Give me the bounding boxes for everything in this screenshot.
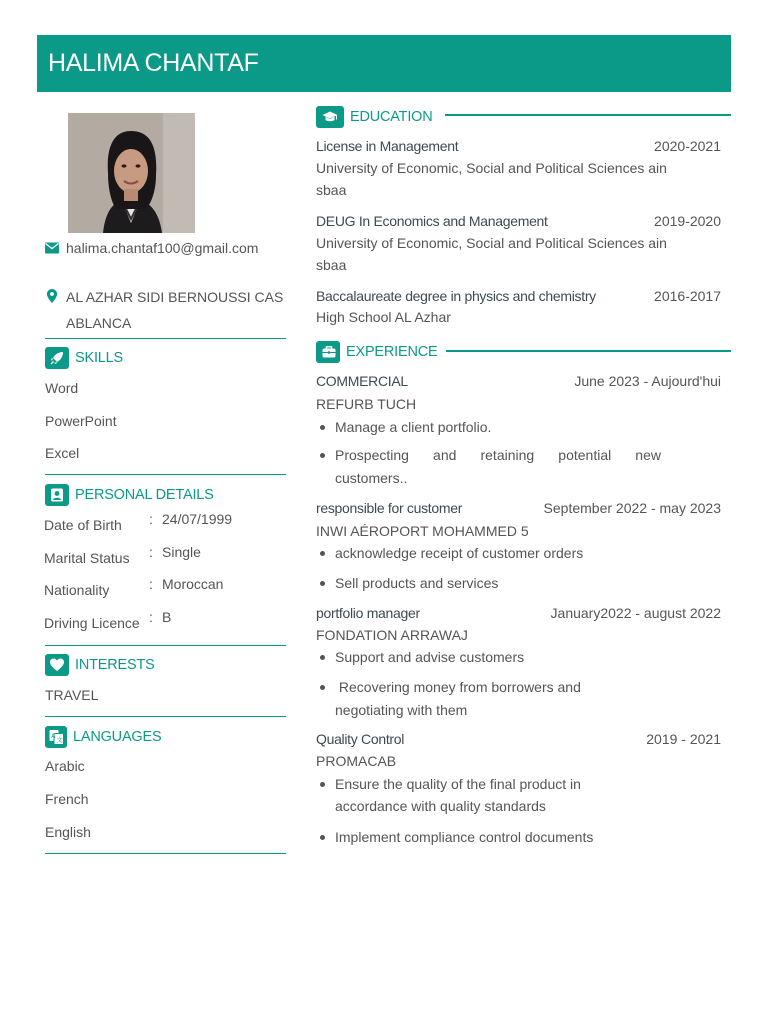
profile-photo bbox=[68, 113, 195, 233]
name-banner bbox=[37, 35, 731, 92]
skill-item: Word bbox=[45, 380, 79, 396]
skill-item: Excel bbox=[45, 445, 80, 461]
bullet-text: Support and advise customers bbox=[335, 649, 525, 665]
bullet-text bbox=[335, 444, 661, 467]
company-name: INWI AÉROPORT MOHAMMED 5 bbox=[316, 523, 529, 539]
school-line: High School AL Azhar bbox=[316, 309, 451, 325]
bullet-dot bbox=[320, 685, 325, 690]
graduation-cap-icon bbox=[316, 106, 344, 128]
detail-key: Marital Status bbox=[44, 550, 130, 566]
detail-sep: : bbox=[149, 576, 153, 592]
detail-sep: : bbox=[149, 511, 153, 527]
bullet-text: Implement compliance control documents bbox=[335, 829, 594, 845]
bullet-dot bbox=[320, 551, 325, 556]
bullet-dot bbox=[320, 581, 325, 586]
email-icon bbox=[45, 241, 59, 255]
job-role: portfolio manager bbox=[316, 605, 420, 621]
divider bbox=[45, 716, 286, 717]
divider bbox=[45, 645, 286, 646]
degree-title: DEUG In Economics and Management bbox=[316, 213, 548, 229]
degree-dates: 2019-2020 bbox=[654, 213, 721, 229]
detail-value: B bbox=[162, 609, 172, 625]
school-name bbox=[316, 157, 696, 201]
address-line-1: AL AZHAR SIDI BERNOUSSI CAS bbox=[66, 289, 284, 305]
detail-value: 24/07/1999 bbox=[162, 511, 233, 527]
svg-text:A: A bbox=[51, 733, 56, 740]
skills-title: SKILLS bbox=[75, 350, 123, 366]
bullet-dot bbox=[320, 835, 325, 840]
divider bbox=[45, 338, 286, 339]
detail-value: Moroccan bbox=[162, 576, 224, 592]
bullet-text: negotiating with them bbox=[335, 702, 468, 718]
languages-title: LANGUAGES bbox=[73, 729, 162, 745]
company-name: REFURB TUCH bbox=[316, 396, 417, 412]
education-title: EDUCATION bbox=[350, 109, 433, 125]
location-pin-icon bbox=[45, 289, 59, 303]
bullet-dot bbox=[320, 453, 325, 458]
candidate-name: HALIMA CHANTAF bbox=[48, 49, 259, 77]
degree-dates: 2016-2017 bbox=[654, 288, 721, 304]
bullet-dot bbox=[320, 782, 325, 787]
school-line: University of Economic, Social and Political Sciences ain bbox=[316, 160, 667, 176]
bullet-text: accordance with quality standards bbox=[335, 798, 546, 814]
experience-title: EXPERIENCE bbox=[346, 344, 438, 360]
bullet-text: Manage a client portfolio. bbox=[335, 419, 492, 435]
interests-title: INTERESTS bbox=[75, 657, 155, 673]
bullet-justified-text: Prospecting and retaining potential new bbox=[335, 447, 661, 463]
job-dates: January2022 - august 2022 bbox=[550, 605, 721, 621]
company-name: PROMACAB bbox=[316, 753, 397, 769]
education-rule bbox=[445, 114, 731, 116]
job-dates: 2019 - 2021 bbox=[646, 731, 721, 747]
detail-value: Single bbox=[162, 544, 201, 560]
detail-key: Date of Birth bbox=[44, 517, 122, 533]
language-item: French bbox=[45, 791, 89, 807]
school-line: University of Economic, Social and Political Sciences ain bbox=[316, 235, 667, 251]
detail-sep: : bbox=[149, 609, 153, 625]
personal-details-title: PERSONAL DETAILS bbox=[75, 487, 214, 503]
degree-dates: 2020-2021 bbox=[654, 138, 721, 154]
detail-sep: : bbox=[149, 544, 153, 560]
school-line: sbaa bbox=[316, 257, 347, 273]
job-dates: September 2022 - may 2023 bbox=[543, 500, 721, 516]
degree-title: License in Management bbox=[316, 138, 459, 154]
job-role: Quality Control bbox=[316, 731, 405, 747]
detail-key: Driving Licence bbox=[44, 615, 140, 631]
svg-text:文: 文 bbox=[56, 737, 63, 744]
language-item: English bbox=[45, 824, 91, 840]
bullet-dot bbox=[320, 425, 325, 430]
interest-item: TRAVEL bbox=[45, 687, 99, 703]
bullet-text: Recovering money from borrowers and bbox=[335, 679, 581, 695]
bullet-text: acknowledge receipt of customer orders bbox=[335, 545, 584, 561]
job-dates: June 2023 - Aujourd'hui bbox=[574, 373, 721, 389]
school-name bbox=[316, 232, 696, 276]
divider bbox=[45, 474, 286, 475]
language-item: Arabic bbox=[45, 758, 85, 774]
school-line: sbaa bbox=[316, 182, 347, 198]
person-icon bbox=[45, 484, 69, 506]
bullet-text: Ensure the quality of the final product in bbox=[335, 776, 581, 792]
rocket-icon bbox=[45, 347, 69, 369]
address-line-2: ABLANCA bbox=[66, 315, 132, 331]
job-role: COMMERCIAL bbox=[316, 373, 408, 389]
degree-title: Baccalaureate degree in physics and chemistry bbox=[316, 288, 596, 304]
job-role: responsible for customer bbox=[316, 500, 463, 516]
briefcase-icon bbox=[316, 341, 340, 363]
language-icon bbox=[45, 726, 67, 748]
bullet-text: customers.. bbox=[335, 470, 408, 486]
divider bbox=[45, 853, 286, 854]
bullet-text: Sell products and services bbox=[335, 575, 499, 591]
email-text[interactable]: halima.chantaf100@gmail.com bbox=[66, 240, 259, 256]
detail-key: Nationality bbox=[44, 582, 110, 598]
heart-icon bbox=[45, 654, 69, 676]
company-name: FONDATION ARRAWAJ bbox=[316, 627, 468, 643]
skill-item: PowerPoint bbox=[45, 413, 117, 429]
bullet-dot bbox=[320, 655, 325, 660]
school-name bbox=[316, 306, 696, 328]
experience-rule bbox=[446, 350, 731, 352]
